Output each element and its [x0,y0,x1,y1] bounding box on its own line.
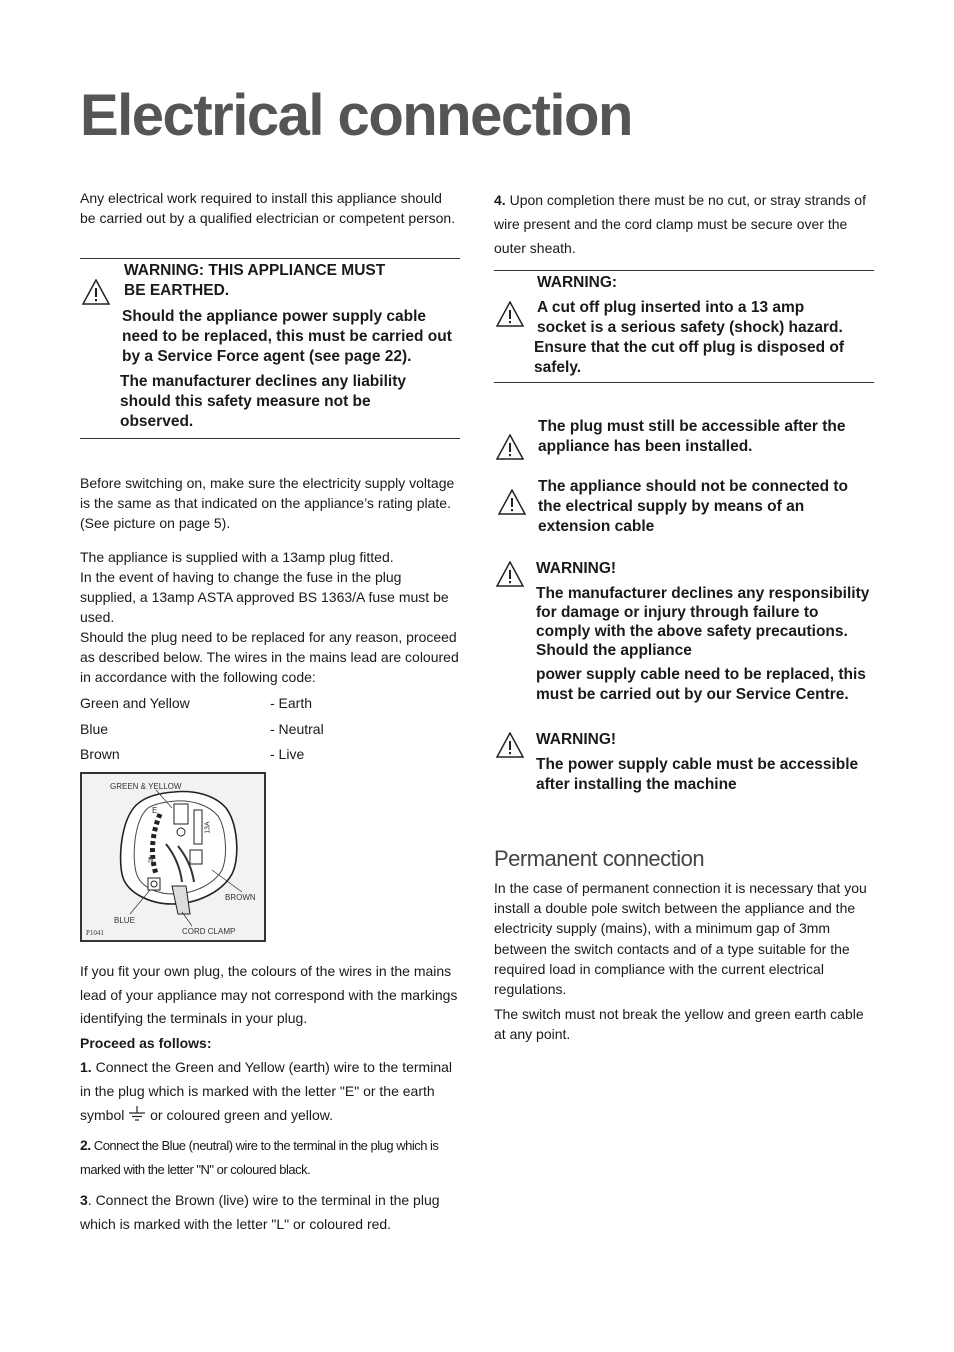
step-4 [494,188,874,260]
left-column [80,188,460,1236]
warning-liability-text: The manufacturer declines any liability should this safety measure not be observed. [120,373,406,430]
step-1 [80,1055,460,1127]
page-title: Electrical connection [80,83,632,148]
warning-triangle-icon [82,279,110,305]
warning-triangle-icon [496,301,524,327]
wire-name: - Live [270,746,305,762]
step-3-text: . Connect the Brown (live) wire to the terminal in the plug which is marked with the letter "L" or coloured red. [80,1191,440,1232]
note-accessible-plug-text: The plug must still be accessible after the appliance has been installed. [538,418,846,455]
permanent-connection-text: In the case of permanent connection it is necessary that you install a double pole switch between the appliance and the electricity supply (mains), with a minimum gap of 3mm between the switch contacts and of a type suitable for the required load in compliance with the current electrical regulations. [494,880,867,998]
warning-triangle-icon [496,434,524,460]
warning-cut-plug-heading: WARNING: [537,274,618,291]
proceed-heading: Proceed as follows: [80,1034,212,1051]
step-2 [80,1133,460,1182]
note-accessible-plug [494,417,874,457]
warning-triangle-icon [498,489,526,515]
permanent-switch-text: The switch must not break the yellow and green earth cable at any point. [494,1006,864,1043]
wire-row [80,719,460,739]
step-2-text: Connect the Blue (neutral) wire to the terminal in the plug which is marked with the letter "N" or coloured black. [80,1137,439,1177]
warning-cable-accessible-heading: WARNING! [536,731,617,748]
warning-responsibility-heading: WARNING! [536,560,617,577]
warning-earthed-line1: WARNING: THIS APPLIANCE MUST [124,262,386,279]
wire-colour: Green and Yellow [80,695,190,711]
plug-wiring-diagram [80,772,266,942]
step-2-number: 2. [80,1136,91,1153]
label-fuse: 13A [204,821,212,834]
own-plug-text: If you fit your own plug, the colours of the wires in the mains lead of your appliance may not correspond with the markings identifying the terminals in your plug. [80,963,458,1026]
plug-diagram-drawing [82,774,264,940]
step-1-text-a: Connect the Green and Yellow (earth) wire to the terminal in the plug which is marked with the letter "E" or the earth symbol [80,1058,452,1123]
wire-row [80,693,460,713]
step-4-text: Upon completion there must be no cut, or stray strands of wire present and the cord clamp must be secure over the outer sheath. [494,192,866,256]
step-3 [80,1188,460,1236]
supplied-text-1: The appliance is supplied with a 13amp plug fitted. [80,549,394,565]
label-n: N [148,856,154,865]
wire-row [80,744,460,764]
step-1-text-b: or coloured green and yellow. [146,1106,334,1123]
wire-colour: Blue [80,720,109,737]
note-extension-cable-text: The appliance should not be connected to the electrical supply by means of an extension cable [538,478,849,535]
warning-cable-accessible-text: The power supply cable must be accessible after installing the machine [536,756,859,793]
wire-colour-table [80,693,460,764]
wire-colour: Brown [80,746,120,762]
label-cord-clamp: CORD CLAMP [182,927,236,936]
warning-cut-plug-text: A cut off plug inserted into a 13 amp socket is a serious safety (shock) hazard. [537,299,843,336]
label-diagram-ref: P1041 [86,929,104,937]
step-1-number: 1. [80,1058,92,1075]
step-3-number: 3 [80,1191,88,1208]
step-4-number: 4. [494,192,506,208]
warning-service-centre-text: power supply cable need to be replaced, this must be carried out by our Service Centre. [536,666,866,703]
label-green-yellow: GREEN & YELLOW [110,782,182,791]
warning-replacement-text: Should the appliance power supply cable need to be replaced, this must be carried out by a Service Force agent (see page 22). [122,308,452,365]
earth-symbol-icon [128,1106,146,1122]
warning-cut-plug-box [494,270,874,383]
warning-triangle-icon [496,732,524,758]
warning-earthed-box [80,258,460,439]
warning-responsibility-text: The manufacturer declines any responsibility for damage or injury through failure to comply with the above safety precautions. Should the appliance [536,585,870,659]
supplied-text-2: In the event of having to change the fuse in the plug supplied, a 13amp ASTA approved BS 1363/A fuse must be used. [80,569,449,625]
warning-earthed-line2: BE EARTHED. [124,282,230,299]
note-extension-cable [494,477,874,537]
voltage-text: Before switching on, make sure the electricity supply voltage is the same as that indicated on the appliance’s rating plate. (See picture on page 5). [80,475,455,531]
wire-name: - Neutral [270,720,324,737]
supplied-text-3: Should the plug need to be replaced for any reason, proceed as described below. The wires in the mains lead are coloured in accordance with the following code: [80,629,459,685]
label-blue: BLUE [114,916,135,925]
warning-triangle-icon [496,561,524,587]
label-e: E [152,806,158,815]
label-brown: BROWN [225,893,256,902]
warning-cable-accessible [494,730,874,794]
wire-name: - Earth [270,695,313,711]
intro-text: Any electrical work required to install this appliance should be carried out by a qualified electrician or competent person. [80,190,456,226]
right-column [494,188,874,1044]
warning-responsibility [494,559,874,704]
warning-dispose-text: Ensure that the cut off plug is disposed of safely. [534,339,845,376]
permanent-connection-heading: Permanent connection [494,846,705,871]
